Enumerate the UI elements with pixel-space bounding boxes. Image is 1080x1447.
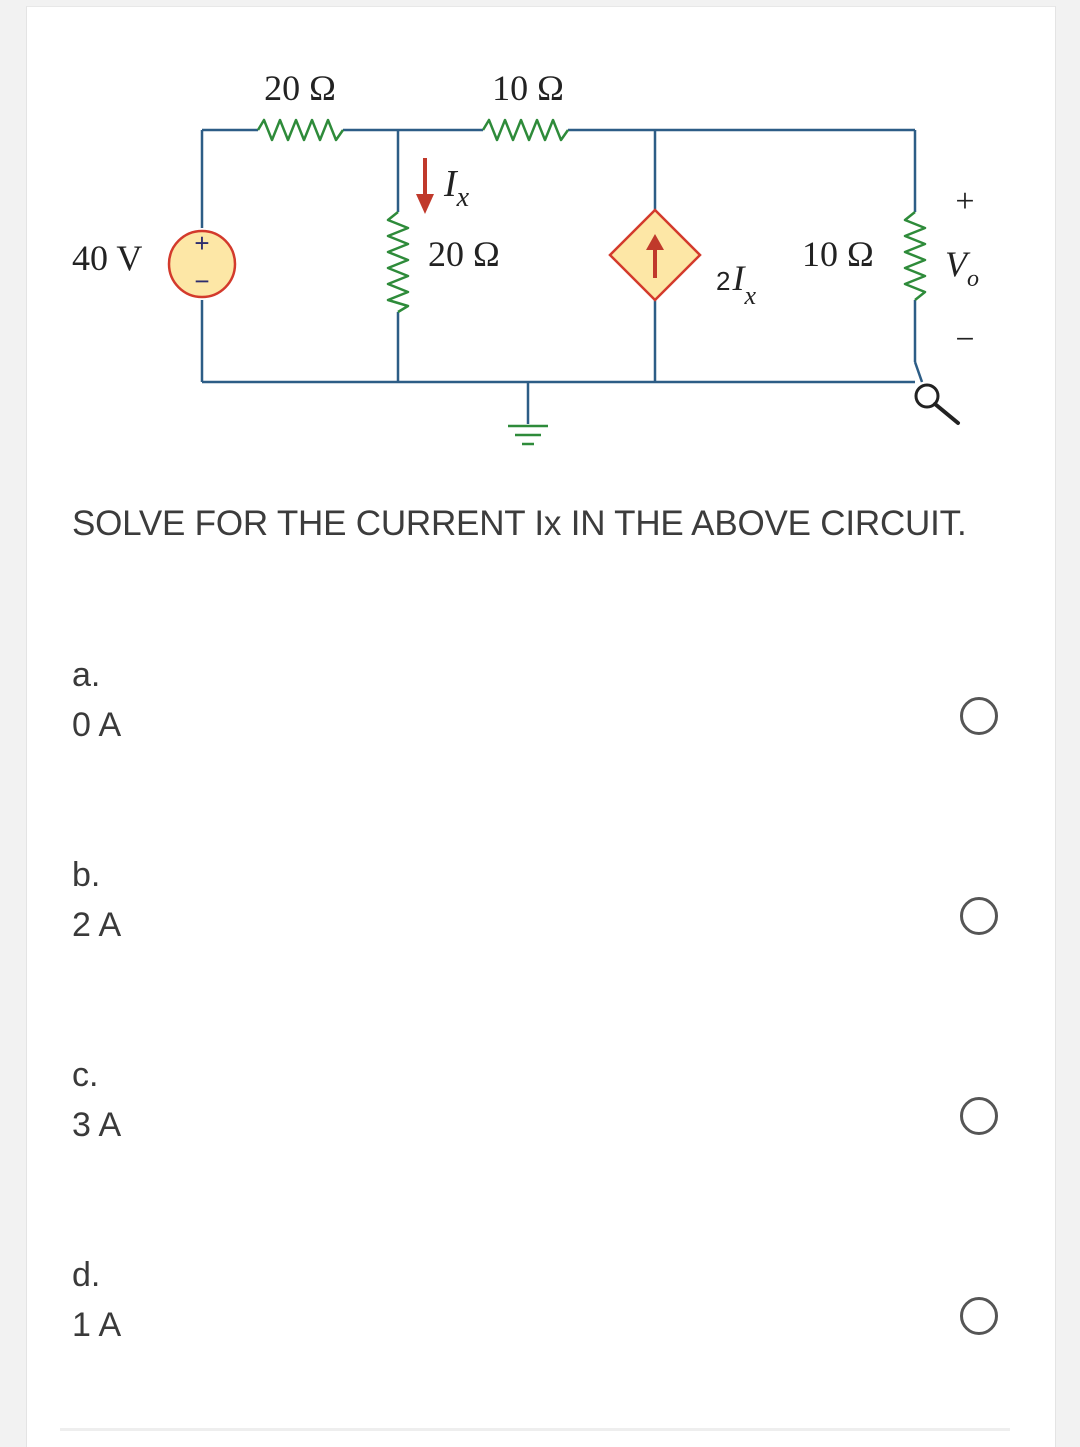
- option-value: 0 A: [72, 706, 122, 744]
- resistor-top-right: [483, 120, 568, 140]
- question-text: SOLVE FOR THE CURRENT Ix IN THE ABOVE CIRCUIT.: [72, 504, 967, 543]
- radio-button[interactable]: [960, 897, 998, 935]
- option-letter: d.: [72, 1256, 101, 1294]
- option-value: 3 A: [72, 1106, 122, 1144]
- option-letter: b.: [72, 856, 101, 894]
- radio-button[interactable]: [960, 697, 998, 735]
- divider: [60, 1428, 1010, 1431]
- resistor-right-label: 10 Ω: [802, 234, 874, 274]
- source-minus-sign: −: [194, 266, 210, 296]
- vo-minus-sign: −: [955, 321, 975, 358]
- voltage-source: [169, 228, 235, 297]
- circuit-diagram: [0, 0, 1080, 470]
- source-voltage-label: 40 V: [72, 238, 143, 278]
- vo-label: $V_o$: [945, 244, 979, 292]
- resistor-middle-label: 20 Ω: [428, 234, 500, 274]
- resistor-middle: [388, 212, 408, 312]
- output-terminal: [915, 362, 958, 423]
- radio-button[interactable]: [960, 1097, 998, 1135]
- resistor-right: [905, 212, 925, 300]
- radio-button[interactable]: [960, 1297, 998, 1335]
- vo-plus-sign: +: [955, 183, 975, 220]
- current-arrow-icon: [416, 158, 434, 214]
- option-value: 2 A: [72, 906, 122, 944]
- option-value: 1 A: [72, 1306, 122, 1344]
- resistor-top-right-label: 10 Ω: [492, 68, 564, 108]
- source-plus-sign: +: [194, 228, 210, 258]
- dependent-source-label: 2Ix: [716, 258, 757, 310]
- ground-symbol: [508, 426, 548, 444]
- resistor-top-left-label: 20 Ω: [264, 68, 336, 108]
- resistor-top-left: [258, 120, 343, 140]
- option-letter: a.: [72, 656, 101, 694]
- dependent-current-source: [610, 210, 700, 300]
- option-letter: c.: [72, 1056, 99, 1094]
- circuit-wires: [202, 130, 915, 424]
- current-ix-label: $I_x$: [444, 163, 470, 213]
